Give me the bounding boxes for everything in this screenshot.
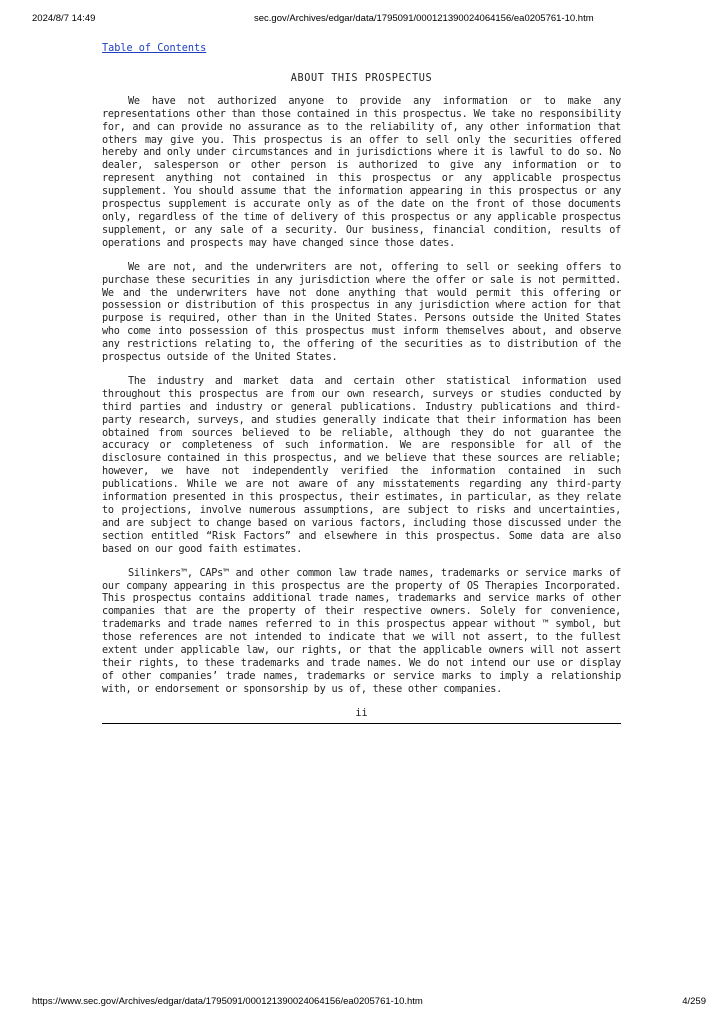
print-header-url: sec.gov/Archives/edgar/data/1795091/000121390024064156/ea0205761-10.htm xyxy=(254,13,594,24)
paragraph-trademarks: Silinkers™, CAPs™ and other common law trade names, trademarks or service marks of our company appearing in this prospectus are the property of OS Therapies Incorporated. This prospectus contains additional trade names, trademarks and service marks of other companies that are the property of their respective owners. Solely for convenience, trademarks and trade names referred to in this prospectus appear without ™ symbol, but those references are not intended to indicate that we will not assert, to the fullest extent under applicable law, our rights, or that the applicable owners will not assert their rights, to these trademarks and trade names. We do not intend our use or display of other companies’ trade names, trademarks or service marks to imply a relationship with, or endorsement or sponsorship by us of, these other companies. xyxy=(102,567,621,695)
print-footer-url: https://www.sec.gov/Archives/edgar/data/1795091/000121390024064156/ea0205761-10.htm xyxy=(32,996,423,1007)
print-date: 2024/8/7 14:49 xyxy=(32,13,96,24)
page-divider xyxy=(102,723,621,724)
section-heading: ABOUT THIS PROSPECTUS xyxy=(290,72,433,84)
paragraph-offering-restrictions: We are not, and the underwriters are not, offering to sell or seeking offers to purchase these securities in any jurisdiction where the offer or sale is not permitted. We and the underwriters have not done anything that would permit this offering or possession or distribution of this prospectus in any jurisdiction where action for that purpose is required, other than in the United States. Persons outside the United States who come into possession of this prospectus must inform themselves about, and observe any restrictions relating to, the offering of the securities as to distribution of the prospectus outside of the United States. xyxy=(102,261,621,364)
page-number: ii xyxy=(355,707,368,719)
paragraph-market-data: The industry and market data and certain other statistical information used throughout this prospectus are from our own research, surveys or studies conducted by third parties and industry or general publications. Industry publications and third-party research, surveys, and studies generally indicate that their information has been obtained from sources believed to be reliable, although they do not guarantee the accuracy or completeness of such information. We are responsible for all of the disclosure contained in this prospectus, and we believe that these sources are reliable; however, we have not independently verified the information contained in such publications. While we are not aware of any misstatements regarding any third-party information presented in this prospectus, their estimates, in particular, as they relate to projections, involve numerous assumptions, are subject to risks and uncertainties, and are subject to change based on various factors, including those discussed under the section entitled “Risk Factors” and elsewhere in this prospectus. Some data are also based on our good faith estimates. xyxy=(102,375,621,555)
print-header xyxy=(32,13,706,27)
paragraph-authorization: We have not authorized anyone to provide any information or to make any representations other than those contained in this prospectus. We take no responsibility for, and can provide no assurance as to the reliability of, any other information that others may give you. This prospectus is an offer to sell only the securities offered hereby and only under circumstances and in jurisdictions where it is lawful to do so. No dealer, salesperson or other person is authorized to give any information or to represent anything not contained in this prospectus or any applicable prospectus supplement. You should assume that the information appearing in this prospectus or any prospectus supplement is accurate only as of the date on the front of those documents only, regardless of the time of delivery of this prospectus or any applicable prospectus supplement, or any sale of a security. Our business, financial condition, results of operations and prospects may have changed since those dates. xyxy=(102,95,621,249)
print-page-count: 4/259 xyxy=(682,996,706,1007)
print-footer xyxy=(32,996,706,1010)
table-of-contents-link[interactable]: Table of Contents xyxy=(102,43,207,54)
document-body xyxy=(102,43,621,724)
